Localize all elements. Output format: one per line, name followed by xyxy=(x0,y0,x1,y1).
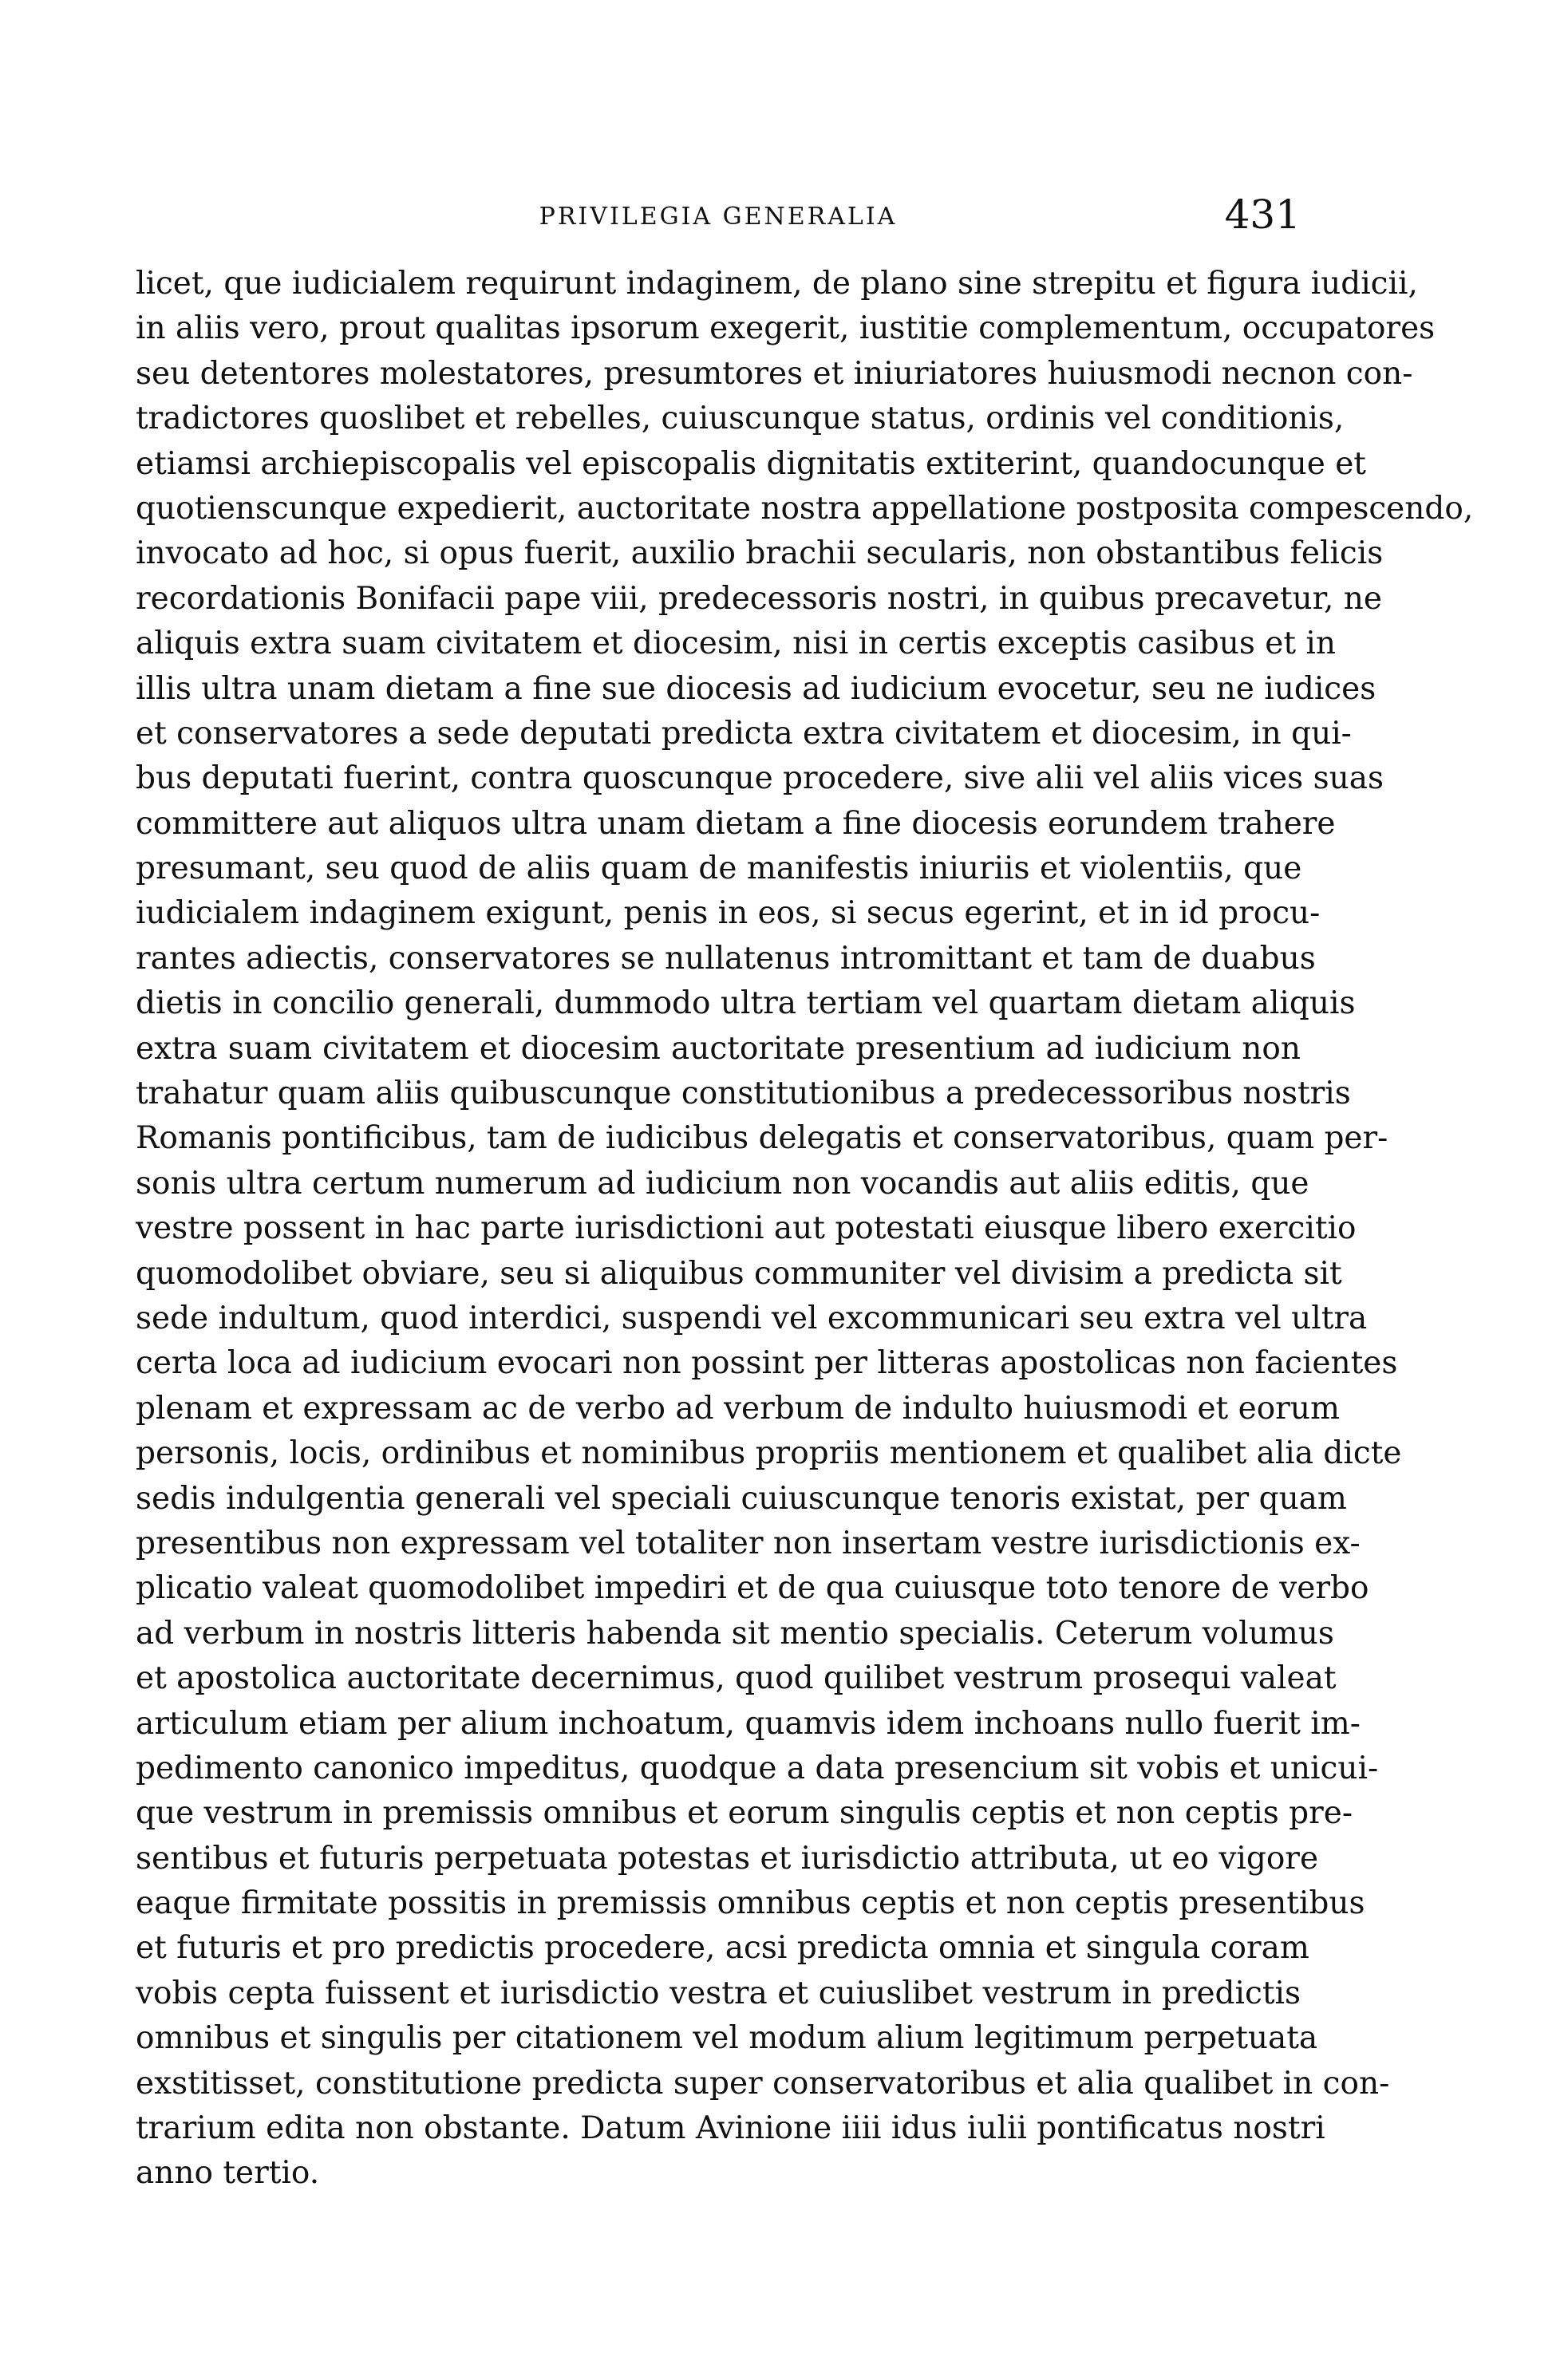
text-line: dietis in concilio generali, dummodo ultra tertiam vel quartam dietam aliquis xyxy=(136,985,1356,1022)
text-line: in aliis vero, prout qualitas ipsorum exegerit, iustitie complementum, occupatores xyxy=(136,310,1436,347)
body-text xyxy=(136,262,1474,2196)
text-line: etiamsi archiepiscopalis vel episcopalis dignitatis extiterint, quandocunque et xyxy=(136,445,1366,482)
text-line: presumant, seu quod de aliis quam de manifestis iniuriis et violentiis, que xyxy=(136,851,1302,887)
text-line: ad verbum in nostris litteris habenda sit mentio specialis. Ceterum volumus xyxy=(136,1615,1334,1652)
text-line: iudicialem indaginem exigunt, penis in eos, si secus egerint, et in id procu- xyxy=(136,895,1321,932)
text-line: committere aut aliquos ultra unam dietam a fine diocesis eorundem trahere xyxy=(136,805,1336,842)
text-line: quomodolibet obviare, seu si aliquibus communiter vel divisim a predicta sit xyxy=(136,1255,1342,1292)
text-line: tradictores quoslibet et rebelles, cuiuscunque status, ordinis vel conditionis, xyxy=(136,401,1345,437)
text-line: Romanis pontificibus, tam de iudicibus delegatis et conservatoribus, quam per- xyxy=(136,1120,1388,1157)
text-line: quotienscunque expedierit, auctoritate nostra appellatione postposita compescendo, xyxy=(136,490,1474,527)
page-header xyxy=(136,191,1301,255)
text-line: seu detentores molestatores, presumtores et iniuriatores huiusmodi necnon con- xyxy=(136,355,1413,392)
text-line: et apostolica auctoritate decernimus, quod quilibet vestrum prosequi valeat xyxy=(136,1660,1337,1697)
text-line: bus deputati fuerint, contra quoscunque procedere, sive alii vel aliis vices suas xyxy=(136,760,1384,797)
text-line: omnibus et singulis per citationem vel modum alium legitimum perpetuata xyxy=(136,2020,1318,2057)
text-line: invocato ad hoc, si opus fuerit, auxilio brachii secularis, non obstantibus felicis xyxy=(136,535,1384,572)
running-title: PRIVILEGIA GENERALIA xyxy=(539,203,898,231)
text-line: sede indultum, quod interdici, suspendi vel excommunicari seu extra vel ultra xyxy=(136,1300,1368,1336)
text-line: vestre possent in hac parte iurisdictioni aut potestati eiusque libero exercitio xyxy=(136,1210,1357,1247)
text-line: aliquis extra suam civitatem et diocesim, nisi in certis exceptis casibus et in xyxy=(136,626,1337,662)
text-line: que vestrum in premissis omnibus et eorum singulis ceptis et non ceptis pre- xyxy=(136,1795,1353,1832)
text-line: vobis cepta fuissent et iurisdictio vestra et cuiuslibet vestrum in predictis xyxy=(136,1975,1301,2011)
text-line: exstitisset, constitutione predicta super conservatoribus et alia qualibet in con- xyxy=(136,2065,1390,2102)
text-line: recordationis Bonifacii pape viii, predecessoris nostri, in quibus precavetur, ne xyxy=(136,580,1382,617)
text-line: eaque firmitate possitis in premissis omnibus ceptis et non ceptis presentibus xyxy=(136,1885,1365,1922)
text-line: sentibus et futuris perpetuata potestas et iurisdictio attributa, ut eo vigore xyxy=(136,1840,1319,1877)
text-line: trarium edita non obstante. Datum Avinione iiii idus iulii pontificatus nostri xyxy=(136,2110,1325,2147)
text-line: illis ultra unam dietam a fine sue diocesis ad iudicium evocetur, seu ne iudices xyxy=(136,670,1376,707)
text-line: plenam et expressam ac de verbo ad verbum de indulto huiusmodi et eorum xyxy=(136,1390,1340,1427)
text-line: articulum etiam per alium inchoatum, quamvis idem inchoans nullo fuerit im- xyxy=(136,1705,1361,1742)
text-line: sonis ultra certum numerum ad iudicium non vocandis aut aliis editis, que xyxy=(136,1165,1309,1202)
text-line: sedis indulgentia generali vel speciali cuiuscunque tenoris existat, per quam xyxy=(136,1480,1347,1517)
text-line: et futuris et pro predictis procedere, acsi predicta omnia et singula coram xyxy=(136,1930,1309,1967)
text-line: trahatur quam aliis quibuscunque constitutionibus a predecessoribus nostris xyxy=(136,1076,1351,1112)
text-line: presentibus non expressam vel totaliter non insertam vestre iurisdictionis ex- xyxy=(136,1525,1361,1561)
text-line: pedimento canonico impeditus, quodque a data presencium sit vobis et unicui- xyxy=(136,1750,1379,1786)
text-line: extra suam civitatem et diocesim auctoritate presentium ad iudicium non xyxy=(136,1030,1301,1067)
text-line: certa loca ad iudicium evocari non possint per litteras apostolicas non facientes xyxy=(136,1345,1398,1382)
text-line: licet, que iudicialem requirunt indaginem, de plano sine strepitu et figura iudicii, xyxy=(136,266,1418,302)
text-line: rantes adiectis, conservatores se nullatenus intromittant et tam de duabus xyxy=(136,940,1316,977)
text-line: et conservatores a sede deputati predicta extra civitatem et diocesim, in qui- xyxy=(136,715,1352,752)
text-line: personis, locis, ordinibus et nominibus propriis mentionem et qualibet alia dicte xyxy=(136,1435,1402,1472)
text-line: anno tertio. xyxy=(136,2155,320,2192)
page-number: 431 xyxy=(1224,191,1301,238)
text-line: plicatio valeat quomodolibet impediri et de qua cuiusque toto tenore de verbo xyxy=(136,1570,1369,1607)
